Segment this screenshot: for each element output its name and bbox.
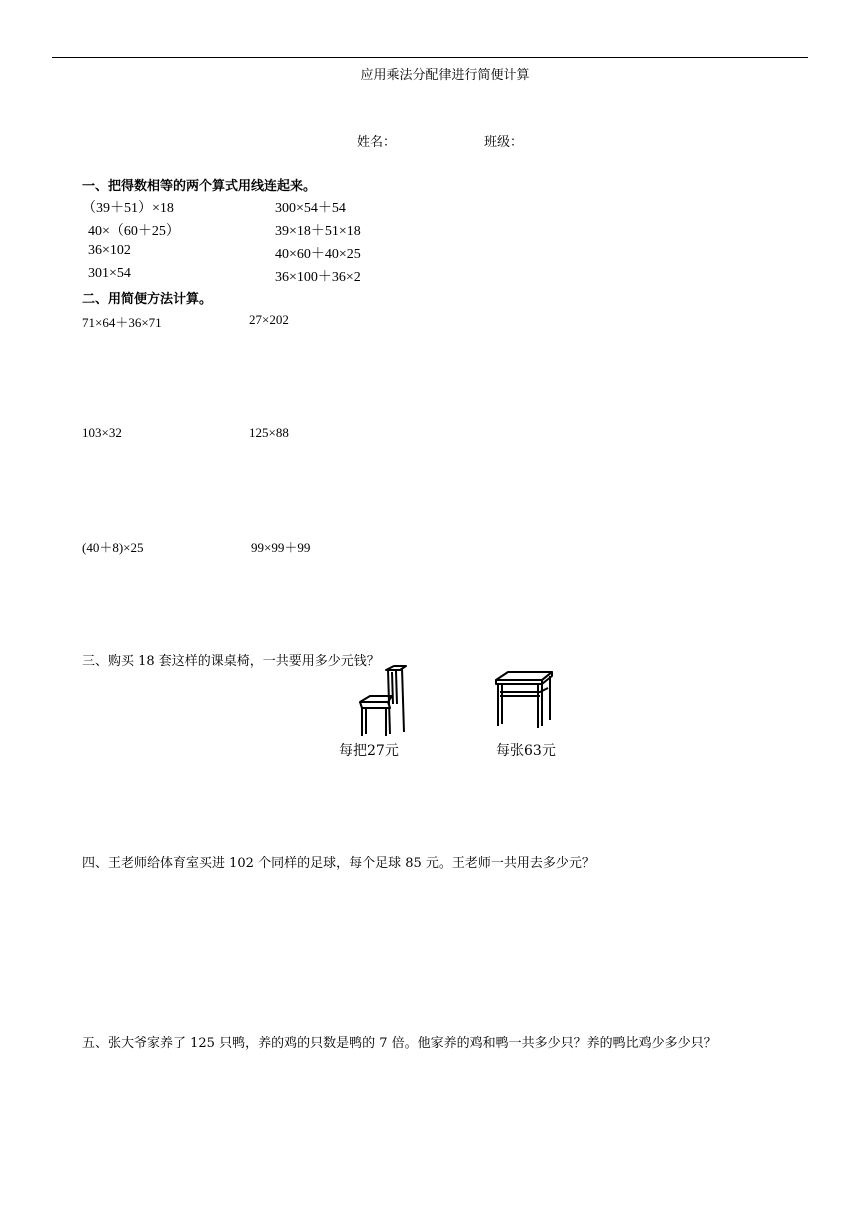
calc-problem: 103×32 [82,425,122,440]
calc-problem: 27×202 [249,312,289,327]
calc-problem: 99×99＋99 [251,540,311,555]
calc-problem: (40＋8)×25 [82,540,144,555]
right-expression: 36×100＋36×2 [275,270,361,285]
section2-heading: 二、用简便方法计算。 [82,292,213,307]
left-expression: 40×（60＋25） [88,224,180,239]
left-expression: 36×102 [88,243,131,258]
chair-icon [352,664,412,740]
desk-price: 每张63元 [496,743,556,759]
section5-question: 五、张大爷家养了 125 只鸭，养的鸡的只数是鸭的 7 倍。他家养的鸡和鸭一共多少只？养的鸭比鸡少多少只？ [82,1036,717,1051]
name-label: 姓名： [357,135,397,150]
page-title: 应用乘法分配律进行简便计算 [360,68,530,83]
chair-price: 每把27元 [339,743,399,759]
calc-problem: 71×64＋36×71 [82,315,162,330]
left-expression: （39＋51）×18 [82,201,174,216]
class-label: 班级： [484,135,524,150]
calc-problem: 125×88 [249,425,289,440]
section3-question: 三、购买 18 套这样的课桌椅，一共要用多少元钱？ [82,654,380,669]
section1-heading: 一、把得数相等的两个算式用线连起来。 [82,179,317,194]
header-rule [52,57,808,58]
right-expression: 39×18＋51×18 [275,224,361,239]
left-expression: 301×54 [88,266,131,281]
desk-icon [492,670,556,732]
section4-question: 四、王老师给体育室买进 102 个同样的足球，每个足球 85 元。王老师一共用去多少元？ [82,856,595,871]
right-expression: 300×54＋54 [275,201,346,216]
right-expression: 40×60＋40×25 [275,247,361,262]
